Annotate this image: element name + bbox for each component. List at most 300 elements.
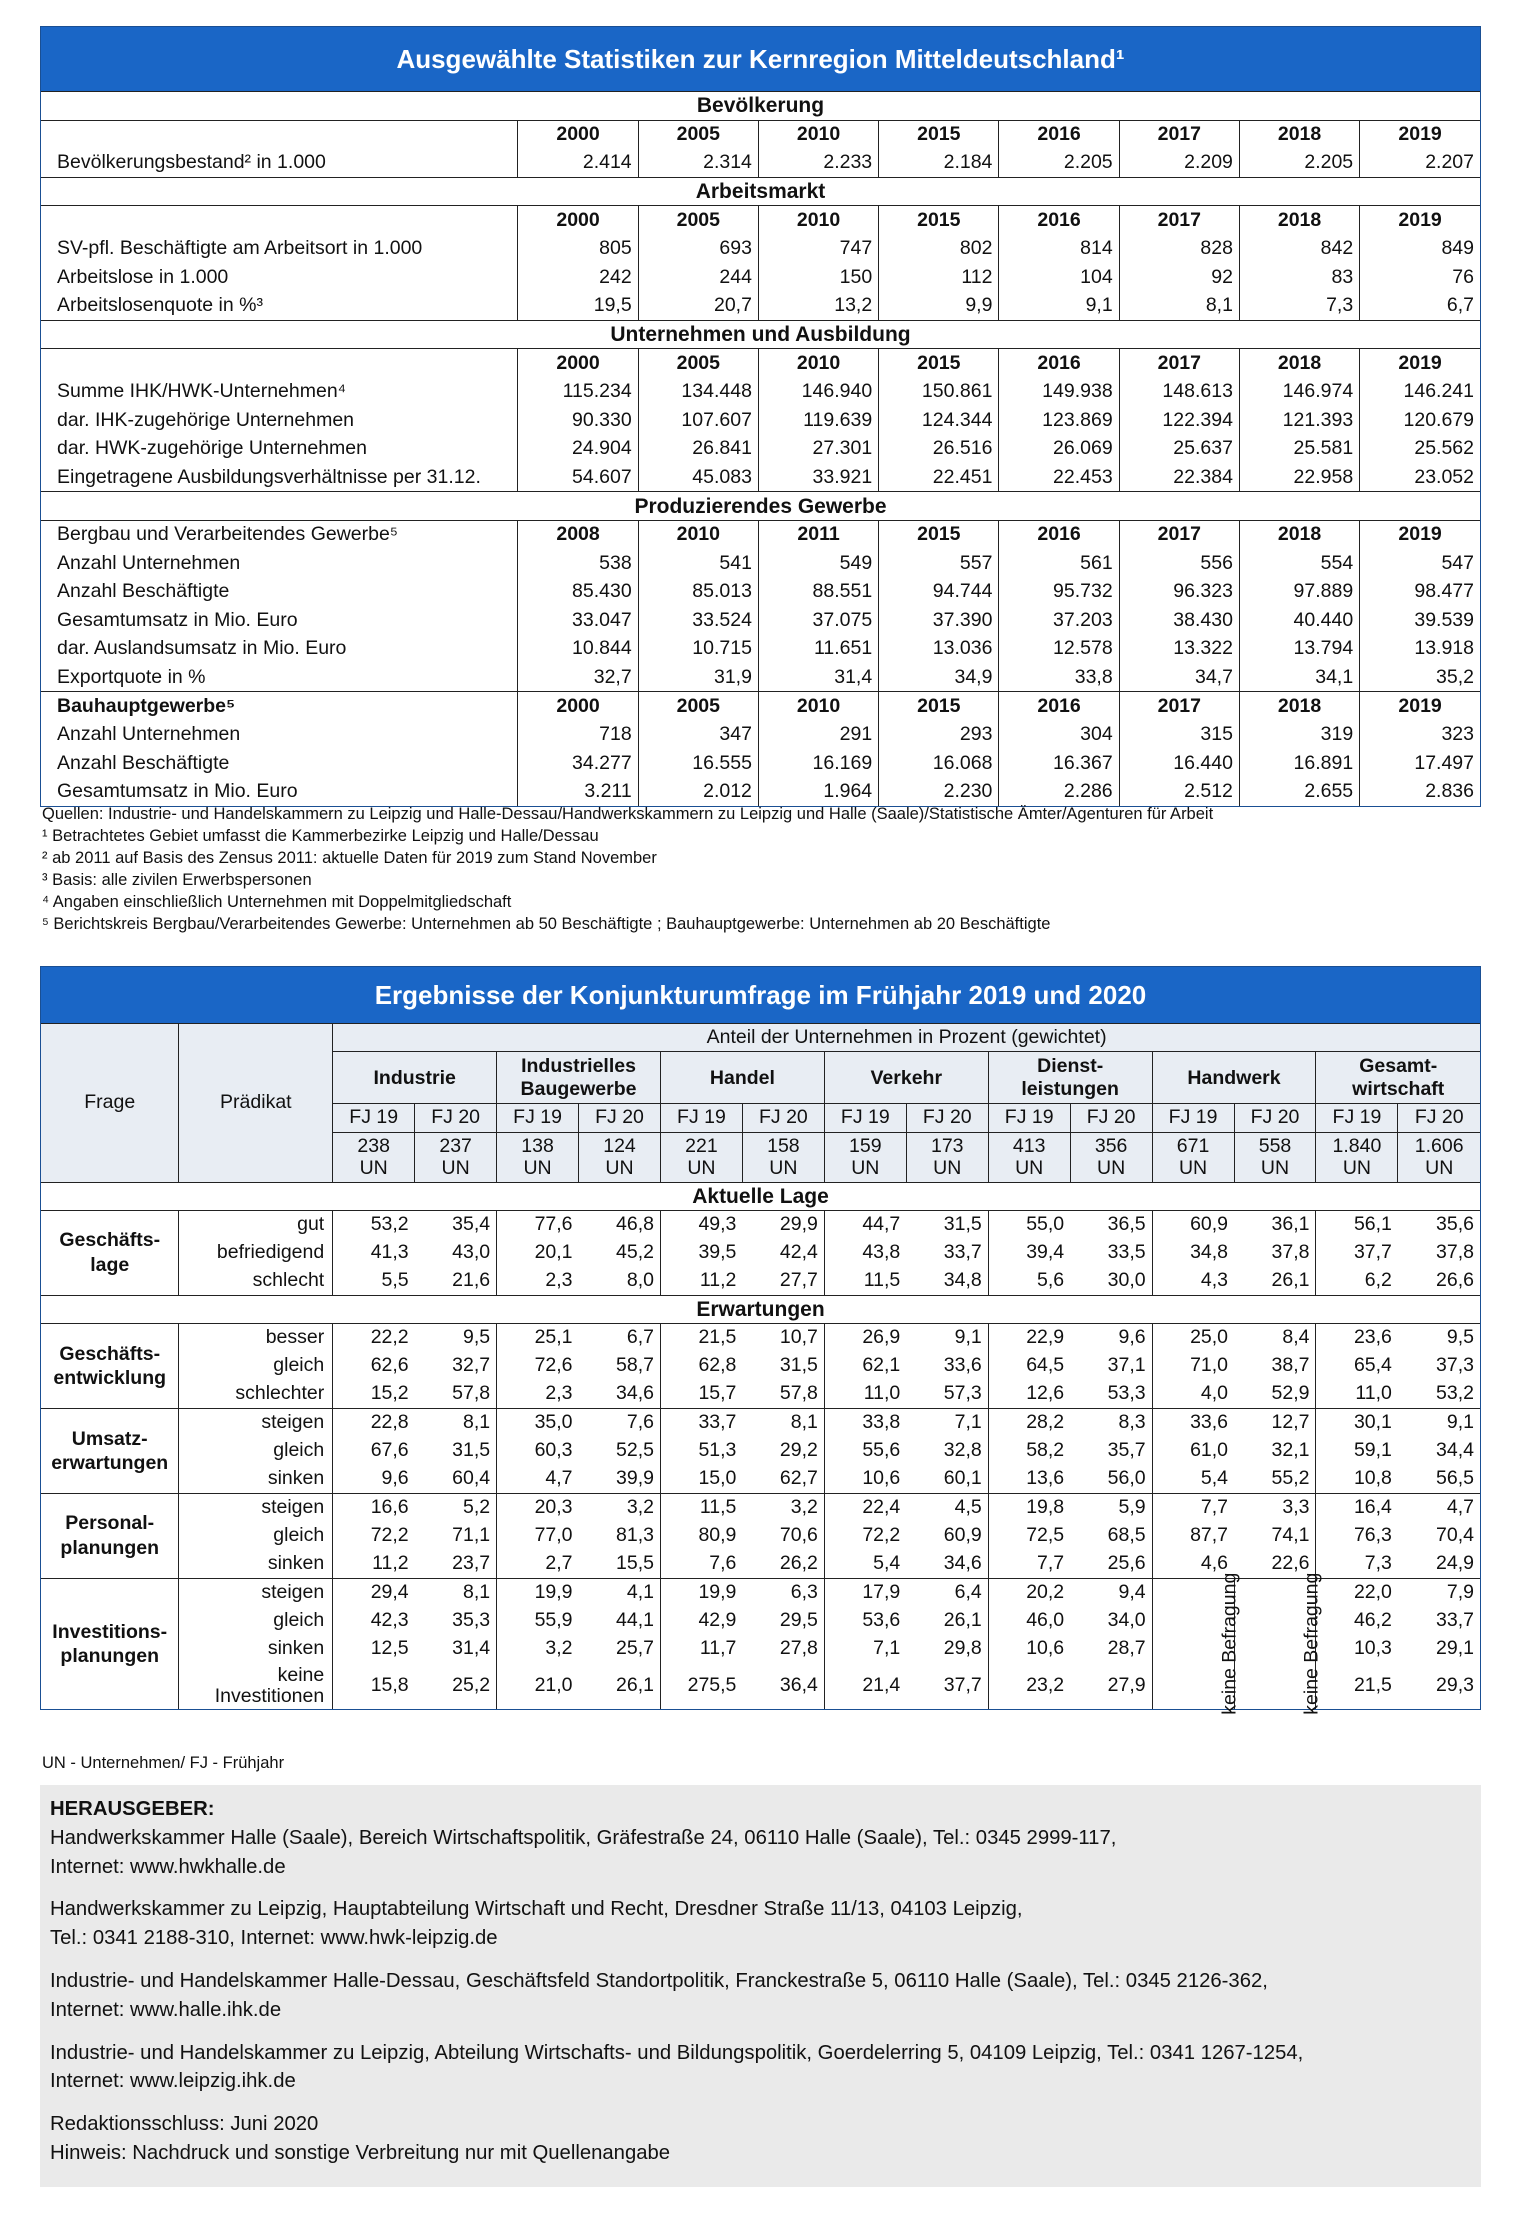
- value-cell: 71,1: [452, 1524, 491, 1547]
- group-header: Dienst-​leistungen: [988, 1052, 1152, 1104]
- year-header: 2016: [999, 206, 1119, 235]
- value-cell: 81,3: [616, 1524, 654, 1547]
- question-label: Geschäfts-​lage: [59, 1229, 161, 1276]
- value-cell: 11,7: [660, 1635, 742, 1663]
- value-cell: 12.578: [999, 635, 1119, 664]
- section-heading: Aktuelle Lage: [41, 1182, 1480, 1210]
- sample-count: 221: [685, 1134, 718, 1157]
- value-cell: 40.440: [1239, 606, 1359, 635]
- value-cell: 5,4: [824, 1550, 906, 1578]
- value-cell: 842: [1239, 234, 1359, 263]
- value-cell: 2.230: [879, 778, 999, 807]
- predicate-label: gleich: [179, 1607, 333, 1635]
- sample-unit: UN: [851, 1157, 880, 1180]
- row-label: Exportquote in %: [57, 665, 206, 688]
- sample-count: 158: [767, 1134, 800, 1157]
- publisher-line: Internet: www.leipzig.ihk.de: [50, 2070, 296, 2093]
- value-cell: 85.430: [518, 578, 638, 607]
- value-cell: 42,4: [779, 1241, 818, 1264]
- value-cell: 8,4: [1282, 1326, 1310, 1349]
- survey-table-title: Ergebnisse der Konjunkturumfrage im Frühjahr 2019 und 2020: [41, 967, 1480, 1023]
- sample-count: 558: [1258, 1134, 1292, 1157]
- value-cell: 538: [518, 549, 638, 578]
- value-cell: 13.036: [879, 635, 999, 664]
- value-cell: 77,6: [497, 1210, 579, 1238]
- value-cell: 16,4: [1316, 1493, 1398, 1521]
- value-cell: 22,4: [824, 1493, 906, 1521]
- table-row: [41, 1408, 1480, 1436]
- value-cell: 37,7: [1316, 1239, 1398, 1267]
- predicate-label: steigen: [179, 1578, 333, 1606]
- value-cell: 36,4: [779, 1674, 818, 1697]
- value-cell: 39.539: [1360, 606, 1480, 635]
- sample-unit: UN: [1097, 1157, 1126, 1180]
- table-row: [41, 435, 1480, 464]
- value-cell: 549: [758, 549, 878, 578]
- value-cell: 7,9: [1398, 1578, 1480, 1606]
- reprint-notice: Hinweis: Nachdruck und sonstige Verbreitung nur mit Quellenangabe: [50, 2141, 671, 2164]
- predicate-label: steigen: [179, 1408, 333, 1436]
- value-cell: 23,2: [988, 1663, 1070, 1709]
- fj-header: FJ 20: [742, 1104, 824, 1132]
- year-header: 2010: [758, 120, 878, 149]
- fj-header: FJ 20: [906, 1104, 988, 1132]
- section-heading: Arbeitsmarkt: [41, 177, 1480, 206]
- predicate-label: keine Investitionen: [179, 1663, 333, 1709]
- value-cell: 119.639: [758, 406, 878, 435]
- value-cell: 10.844: [518, 635, 638, 664]
- year-header: 2011: [758, 520, 878, 549]
- value-cell: 17,9: [824, 1578, 906, 1606]
- value-cell: 43,8: [824, 1239, 906, 1267]
- value-cell: 718: [518, 721, 638, 750]
- value-cell: 39,4: [988, 1239, 1070, 1267]
- value-cell: 104: [999, 263, 1119, 292]
- value-cell: 8,3: [1070, 1408, 1152, 1436]
- value-cell: 28,7: [1107, 1637, 1146, 1660]
- value-cell: 10,6: [988, 1635, 1070, 1663]
- value-cell: 9,1: [999, 292, 1119, 321]
- footnote: ⁴ Angaben einschließlich Unternehmen mit Doppelmitgliedschaft: [42, 893, 512, 911]
- value-cell: 37,1: [1107, 1354, 1146, 1377]
- value-cell: 96.323: [1119, 578, 1239, 607]
- value-cell: 13.322: [1119, 635, 1239, 664]
- value-cell: 15,8: [333, 1663, 415, 1709]
- value-cell: 2.286: [999, 778, 1119, 807]
- value-cell: 7,7: [988, 1550, 1070, 1578]
- value-cell: 9,1: [1398, 1408, 1480, 1436]
- value-cell: 693: [638, 234, 758, 263]
- value-cell: 4,5: [906, 1493, 988, 1521]
- value-cell: 150: [758, 263, 878, 292]
- value-cell: 46,0: [988, 1607, 1070, 1635]
- table-row: [41, 1352, 1480, 1380]
- value-cell: 60,9: [943, 1524, 982, 1547]
- sample-size: [660, 1132, 742, 1182]
- value-cell: 76,3: [1316, 1522, 1398, 1550]
- value-cell: 34,8: [1152, 1239, 1234, 1267]
- question-label: Umsatz-​erwartungen: [41, 1408, 179, 1493]
- value-cell: 2.207: [1360, 149, 1480, 178]
- year-header: 2000: [518, 692, 638, 721]
- sample-size: [1152, 1132, 1234, 1182]
- value-cell: 72,2: [333, 1522, 415, 1550]
- section-heading: Bevölkerung: [41, 92, 1480, 121]
- value-cell: 22,8: [333, 1408, 415, 1436]
- value-cell: 28,2: [988, 1408, 1070, 1436]
- year-header: 2010: [638, 520, 758, 549]
- value-cell: 5,6: [988, 1267, 1070, 1295]
- table-row: [41, 1210, 1480, 1238]
- value-cell: 5,5: [333, 1267, 415, 1295]
- value-cell: 26,6: [1436, 1269, 1474, 1292]
- value-cell: 38,7: [1271, 1354, 1310, 1377]
- value-cell: 49,3: [660, 1210, 742, 1238]
- publisher-line: Internet: www.hwkhalle.de: [50, 1855, 286, 1878]
- publisher-entries: [50, 1824, 1471, 2096]
- sample-size: [333, 1132, 415, 1182]
- survey-table-panel: [40, 966, 1481, 1715]
- value-cell: 146.940: [758, 377, 878, 406]
- value-cell: 45.083: [638, 463, 758, 492]
- table-row: [41, 663, 1480, 692]
- value-cell: 13,2: [758, 292, 878, 321]
- sample-size: [497, 1132, 579, 1182]
- value-cell: 291: [758, 721, 878, 750]
- value-cell: 29,4: [333, 1578, 415, 1606]
- value-cell: 547: [1360, 549, 1480, 578]
- value-cell: 34,1: [1239, 663, 1359, 692]
- value-cell: 16.891: [1239, 749, 1359, 778]
- year-header-row: [41, 520, 1480, 549]
- value-cell: 37.203: [999, 606, 1119, 635]
- value-cell: 35,2: [1360, 663, 1480, 692]
- value-cell: 33,6: [943, 1354, 982, 1377]
- value-cell: 57,8: [452, 1382, 491, 1405]
- sample-unit: UN: [523, 1157, 552, 1180]
- table-row: [41, 1493, 1480, 1521]
- table-row: [41, 1380, 1480, 1408]
- value-cell: 13.794: [1239, 635, 1359, 664]
- value-cell: 6,2: [1316, 1267, 1398, 1295]
- row-label: Bauhauptgewerbe⁵: [57, 694, 236, 717]
- value-cell: 34,4: [1436, 1439, 1474, 1462]
- value-cell: 32,7: [452, 1354, 491, 1377]
- value-cell: 20,7: [638, 292, 758, 321]
- value-cell: 90.330: [518, 406, 638, 435]
- predicate-label: gleich: [179, 1522, 333, 1550]
- table-row: [41, 606, 1480, 635]
- table-row: [41, 549, 1480, 578]
- value-cell: 60,1: [943, 1467, 982, 1490]
- value-cell: 9,5: [1446, 1326, 1474, 1349]
- value-cell: 8,1: [742, 1408, 824, 1436]
- year-header: 2010: [758, 206, 878, 235]
- value-cell: 7,1: [906, 1408, 988, 1436]
- value-cell: 33,8: [824, 1408, 906, 1436]
- year-header: 2010: [758, 692, 878, 721]
- sample-count: 237: [439, 1134, 472, 1157]
- value-cell: 25.637: [1119, 435, 1239, 464]
- publisher-line: Tel.: 0341 2188-310, Internet: www.hwk-leipzig.de: [50, 1927, 498, 1950]
- value-cell: 35,7: [1107, 1439, 1146, 1462]
- value-cell: 15,5: [616, 1552, 654, 1575]
- value-cell: 805: [518, 234, 638, 263]
- predicate-label: sinken: [179, 1635, 333, 1663]
- value-cell: 4,1: [579, 1578, 661, 1606]
- value-cell: 146.974: [1239, 377, 1359, 406]
- survey-legend-note: UN - Unternehmen/ FJ - Frühjahr: [42, 1754, 285, 1772]
- table-row: [41, 292, 1480, 321]
- value-cell: 34,6: [616, 1382, 654, 1405]
- value-cell: 55,9: [497, 1607, 579, 1635]
- sample-unit: UN: [769, 1157, 798, 1180]
- publisher-line: Industrie- und Handelskammer Halle-Dessau, Geschäftsfeld Standortpolitik, Franckestraße 5, 06110 Halle (Saale), Tel.: 0345 2126-362,: [50, 1969, 1268, 1992]
- value-cell: 7,3: [1239, 292, 1359, 321]
- value-cell: 20,3: [497, 1493, 579, 1521]
- value-cell: 33,7: [943, 1241, 982, 1264]
- publisher-entry: [50, 1895, 1471, 1953]
- value-cell: 554: [1239, 549, 1359, 578]
- sample-unit: UN: [933, 1157, 962, 1180]
- year-header: 2005: [638, 349, 758, 378]
- row-label: [41, 206, 518, 235]
- value-cell: 9,4: [1070, 1578, 1152, 1606]
- group-header: Industrielles Baugewerbe: [497, 1052, 661, 1104]
- section-heading-row: [41, 320, 1480, 349]
- value-cell: 7,3: [1316, 1550, 1398, 1578]
- value-cell: 34,7: [1119, 663, 1239, 692]
- group-header: Handwerk: [1152, 1052, 1316, 1104]
- value-cell: 2,7: [497, 1550, 579, 1578]
- value-cell: 3,3: [1234, 1493, 1316, 1521]
- value-cell: 21,4: [824, 1663, 906, 1709]
- sample-count: 173: [930, 1134, 964, 1157]
- value-cell: 25.581: [1239, 435, 1359, 464]
- value-cell: 37.075: [758, 606, 878, 635]
- value-cell: 25,6: [1107, 1552, 1146, 1575]
- value-cell: 25,0: [1152, 1324, 1234, 1352]
- value-cell: 5,4: [1152, 1465, 1234, 1493]
- value-cell: 54.607: [518, 463, 638, 492]
- value-cell: 62,1: [824, 1352, 906, 1380]
- sample-size: [742, 1132, 824, 1182]
- section-heading: Unternehmen und Ausbildung: [41, 320, 1480, 349]
- fj-header: FJ 19: [333, 1104, 415, 1132]
- value-cell: 23,6: [1316, 1324, 1398, 1352]
- row-label: Anzahl Beschäftigte: [57, 580, 230, 603]
- value-cell: 71,0: [1152, 1352, 1234, 1380]
- value-cell: 25,1: [497, 1324, 579, 1352]
- value-cell: 19,8: [988, 1493, 1070, 1521]
- year-header: 2000: [518, 349, 638, 378]
- value-cell: 146.241: [1360, 377, 1480, 406]
- value-cell: 33.921: [758, 463, 878, 492]
- value-cell: 561: [999, 549, 1119, 578]
- value-cell: 37.390: [879, 606, 999, 635]
- group-header: Handel: [660, 1052, 824, 1104]
- value-cell: 9,6: [333, 1465, 415, 1493]
- value-cell: 35,6: [1436, 1213, 1474, 1236]
- year-header: 2015: [879, 520, 999, 549]
- value-cell: 2.512: [1119, 778, 1239, 807]
- section-heading-row: [41, 1182, 1480, 1210]
- value-cell: 52,9: [1271, 1382, 1310, 1405]
- year-header: 2005: [638, 206, 758, 235]
- header-row: [41, 1024, 1480, 1052]
- fj-header: FJ 20: [579, 1104, 661, 1132]
- value-cell: 22,0: [1316, 1578, 1398, 1606]
- publisher-entry: [50, 1967, 1471, 2025]
- year-header: 2018: [1239, 206, 1359, 235]
- value-cell: 19,5: [518, 292, 638, 321]
- value-cell: 32,8: [943, 1439, 982, 1462]
- row-label: Bergbau und Verarbeitendes Gewerbe⁵: [57, 523, 398, 546]
- value-cell: 56,5: [1436, 1467, 1474, 1490]
- value-cell: 16.068: [879, 749, 999, 778]
- question-label: Investitions-​planungen: [41, 1578, 179, 1709]
- value-cell: 30,0: [1107, 1269, 1146, 1292]
- value-cell: 2.012: [638, 778, 758, 807]
- value-cell: 46,2: [1316, 1607, 1398, 1635]
- fj-header: FJ 20: [415, 1104, 497, 1132]
- value-cell: 35,4: [452, 1213, 491, 1236]
- value-cell: 97.889: [1239, 578, 1359, 607]
- value-cell: 828: [1119, 234, 1239, 263]
- value-cell: 3.211: [518, 778, 638, 807]
- value-cell: 55,2: [1271, 1467, 1310, 1490]
- row-label: Anzahl Unternehmen: [57, 723, 241, 746]
- statistics-table: [41, 91, 1480, 806]
- value-cell: 55,0: [988, 1210, 1070, 1238]
- survey-table: [41, 1023, 1480, 1715]
- value-cell: 10,3: [1316, 1635, 1398, 1663]
- year-header: 2017: [1119, 349, 1239, 378]
- value-cell: 57,8: [779, 1382, 818, 1405]
- value-cell: 32,7: [518, 663, 638, 692]
- table-row: [41, 377, 1480, 406]
- year-header: 2000: [518, 206, 638, 235]
- value-cell: 61,0: [1152, 1437, 1234, 1465]
- value-cell: 21,5: [660, 1324, 742, 1352]
- value-cell: 150.861: [879, 377, 999, 406]
- value-cell: 34.277: [518, 749, 638, 778]
- value-cell: 16.367: [999, 749, 1119, 778]
- year-header: 2019: [1360, 206, 1480, 235]
- value-cell: 12,5: [333, 1635, 415, 1663]
- praedikat-header: Prädikat: [179, 1024, 333, 1183]
- row-label: Anzahl Beschäftigte: [57, 751, 230, 774]
- table-row: [41, 749, 1480, 778]
- value-cell: 34,9: [879, 663, 999, 692]
- publisher-heading: HERAUSGEBER:: [50, 1798, 215, 1820]
- predicate-label: sinken: [179, 1550, 333, 1578]
- value-cell: 33,6: [1152, 1408, 1234, 1436]
- value-cell: 57,3: [943, 1382, 982, 1405]
- sample-unit: UN: [687, 1157, 716, 1180]
- value-cell: 95.732: [999, 578, 1119, 607]
- sample-unit: UN: [1425, 1157, 1454, 1180]
- footnote: ² ab 2011 auf Basis des Zensus 2011: aktuelle Daten für 2019 zum Stand November: [42, 849, 657, 867]
- value-cell: 22,2: [333, 1324, 415, 1352]
- value-cell: 31,5: [779, 1354, 818, 1377]
- year-header: 2018: [1239, 120, 1359, 149]
- table-row: [41, 1550, 1480, 1578]
- value-cell: 24.904: [518, 435, 638, 464]
- sample-count: 124: [603, 1134, 636, 1157]
- value-cell: 21,5: [1316, 1663, 1398, 1709]
- table-row: [41, 149, 1480, 178]
- value-cell: 541: [638, 549, 758, 578]
- year-header: 2018: [1239, 692, 1359, 721]
- value-cell: 27,8: [779, 1637, 818, 1660]
- row-label: dar. Auslandsumsatz in Mio. Euro: [57, 637, 347, 660]
- section-heading-row: [41, 492, 1480, 521]
- value-cell: 29,3: [1436, 1674, 1474, 1697]
- predicate-label: schlecht: [179, 1267, 333, 1295]
- value-cell: 11,0: [1316, 1380, 1398, 1408]
- year-header: 2015: [879, 692, 999, 721]
- value-cell: 36,5: [1107, 1213, 1146, 1236]
- value-cell: 3,2: [579, 1493, 661, 1521]
- row-label: SV-pfl. Beschäftigte am Arbeitsort in 1.000: [57, 237, 423, 260]
- value-cell: 5,2: [415, 1493, 497, 1521]
- value-cell: 22.451: [879, 463, 999, 492]
- value-cell: 42,9: [660, 1607, 742, 1635]
- value-cell: 87,7: [1152, 1522, 1234, 1550]
- sample-size: [824, 1132, 906, 1182]
- value-cell: 25,7: [616, 1637, 654, 1660]
- value-cell: 26,1: [616, 1674, 654, 1697]
- value-cell: 7,6: [579, 1408, 661, 1436]
- value-cell: 9,1: [954, 1326, 982, 1349]
- year-header-row: [41, 206, 1480, 235]
- year-header-row: [41, 692, 1480, 721]
- table-row: [41, 463, 1480, 492]
- value-cell: 27,9: [1107, 1674, 1146, 1697]
- value-cell: 11,2: [660, 1267, 742, 1295]
- value-cell: 323: [1360, 721, 1480, 750]
- value-cell: 4,7: [1398, 1493, 1480, 1521]
- value-cell: 17.497: [1360, 749, 1480, 778]
- value-cell: 31,4: [452, 1637, 491, 1660]
- value-cell: 16.440: [1119, 749, 1239, 778]
- table-row: [41, 234, 1480, 263]
- share-header: Anteil der Unternehmen in Prozent (gewichtet): [333, 1024, 1480, 1052]
- value-cell: 2.184: [879, 149, 999, 178]
- value-cell: 26,1: [1271, 1269, 1310, 1292]
- value-cell: 124.344: [879, 406, 999, 435]
- value-cell: 34,0: [1107, 1608, 1146, 1631]
- value-cell: 36,1: [1271, 1213, 1310, 1236]
- sample-unit: UN: [1015, 1157, 1044, 1180]
- sample-count: 413: [1012, 1134, 1046, 1157]
- value-cell: 53,3: [1107, 1382, 1146, 1405]
- predicate-label: gleich: [179, 1437, 333, 1465]
- table-row: [41, 1267, 1480, 1295]
- value-cell: 23,7: [452, 1552, 491, 1575]
- value-cell: 34,6: [943, 1552, 982, 1575]
- sample-count: 671: [1176, 1134, 1210, 1157]
- value-cell: 10,6: [824, 1465, 906, 1493]
- value-cell: 72,2: [824, 1522, 906, 1550]
- value-cell: 20,2: [988, 1578, 1070, 1606]
- footnote: ⁵ Berichtskreis Bergbau/Verarbeitendes Gewerbe: Unternehmen ab 50 Beschäftigte ; Bauhauptgewerbe: Unternehmen ab 20 Beschäftigte: [42, 915, 1051, 933]
- value-cell: 37,8: [1271, 1241, 1310, 1264]
- value-cell: 9,9: [879, 292, 999, 321]
- value-cell: 88.551: [758, 578, 878, 607]
- editorial-deadline: Redaktionsschluss: Juni 2020: [50, 2113, 319, 2136]
